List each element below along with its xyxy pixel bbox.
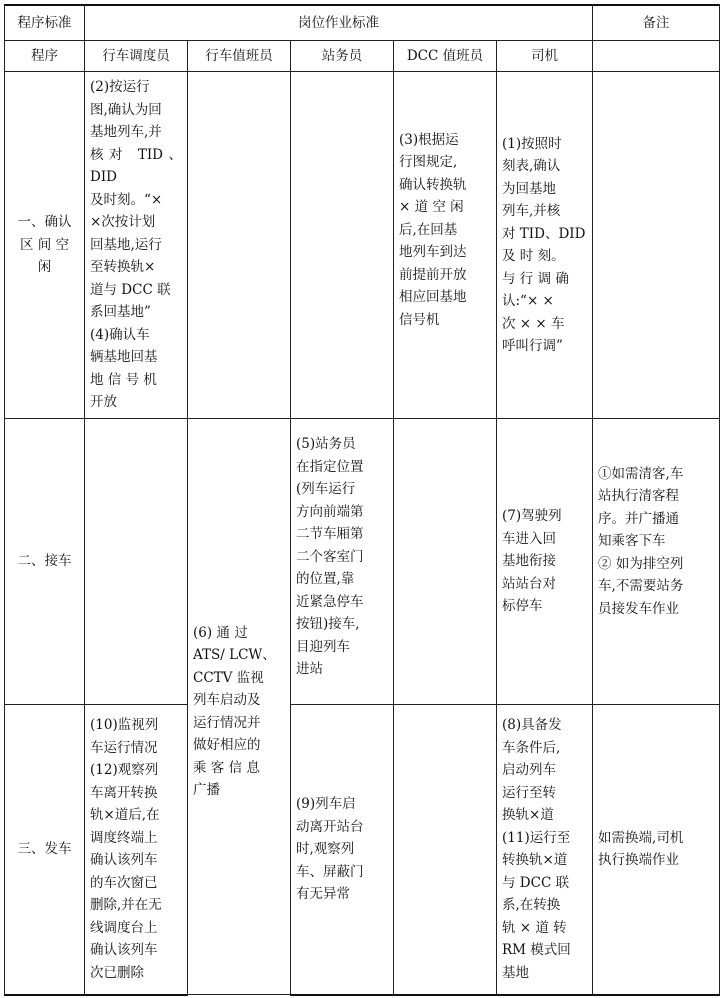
header-procedure-standard: 程序标准	[5, 5, 85, 41]
subheader-procedure: 程序	[5, 41, 85, 72]
subheader-driver: 司机	[497, 41, 593, 72]
step-confirm-section-clear: 一、确认 区 间 空 闲	[5, 72, 85, 419]
cell-station-staff-step1	[291, 72, 394, 419]
subheader-remarks-empty	[593, 41, 720, 72]
cell-duty-officer-step1	[188, 72, 291, 419]
header-remarks: 备注	[593, 5, 720, 41]
step-dispatch-train: 三、发车	[5, 705, 85, 995]
cell-station-staff-step3: (9)列车启 动离开站台 时,观察列 车、屏蔽门 有无异常	[291, 705, 394, 995]
cell-driver-step3: (8)具备发 车条件后, 启动列车 运行至转 换轨×道 (11)运行至 转换轨×道 与 DCC 联 系,在转换 轨 × 道 转 RM 模式回 基地	[497, 705, 593, 995]
subheader-dcc-officer: DCC 值班员	[394, 41, 497, 72]
cell-dispatcher-step3: (10)监视列 车运行情况 (12)观察列 车离开转换 轨×道后,在 调度终端上 确认该列车 的车次窗已 删除,并在无 线调度台上 确认该列车 次已删除	[85, 705, 188, 995]
cell-remarks-step2: ①如需清客,车 站执行清客程 序。并广播通 知乘客下车 ② 如为排空列 车,不需要站务 员接发车作业	[593, 419, 720, 705]
cell-dispatcher-step1: (2)按运行 图,确认为回 基地列车,并 核对 TID、DID 及时刻。“× ×次按计划 回基地,运行 至转换轨× 道与 DCC 联 系回基地” (4)确认车 辆基地回基 地 信 号 机 开放	[85, 72, 188, 419]
cell-station-staff-step2: (5)站务员 在指定位置 (列车运行 方向前端第 二节车厢第 二个客室门 的位置,靠 近紧急停车 按钮)接车, 目迎列车 进站	[291, 419, 394, 705]
cell-dcc-step3	[394, 705, 497, 995]
cell-driver-step1: (1)按照时 刻表,确认 为回基地 列车,并核 对 TID、DID 及 时 刻。 与 行 调 确 认:“× × 次 × × 车 呼叫行调”	[497, 72, 593, 419]
step-receive-train: 二、接车	[5, 419, 85, 705]
cell-remarks-step3: 如需换端,司机 执行换端作业	[593, 705, 720, 995]
cell-remarks-step1	[593, 72, 720, 419]
header-post-standard: 岗位作业标准	[85, 5, 593, 41]
cell-dcc-step2	[394, 419, 497, 705]
subheader-duty-officer: 行车值班员	[188, 41, 291, 72]
procedure-table	[4, 4, 720, 996]
subheader-dispatcher: 行车调度员	[85, 41, 188, 72]
cell-driver-step2: (7)驾驶列 车进入回 基地衔接 站站台对 标停车	[497, 419, 593, 705]
cell-dispatcher-step2	[85, 419, 188, 705]
subheader-station-staff: 站务员	[291, 41, 394, 72]
cell-duty-officer-merged: (6) 通 过 ATS/ LCW、 CCTV 监视 列车启动及 运行情况并 做好相应的 乘 客 信 息 广播	[188, 419, 291, 995]
cell-dcc-step1: (3)根据运 行图规定, 确认转换轨 × 道 空 闲 后,在回基 地列车到达 前提前开放 相应回基地 信号机	[394, 72, 497, 419]
